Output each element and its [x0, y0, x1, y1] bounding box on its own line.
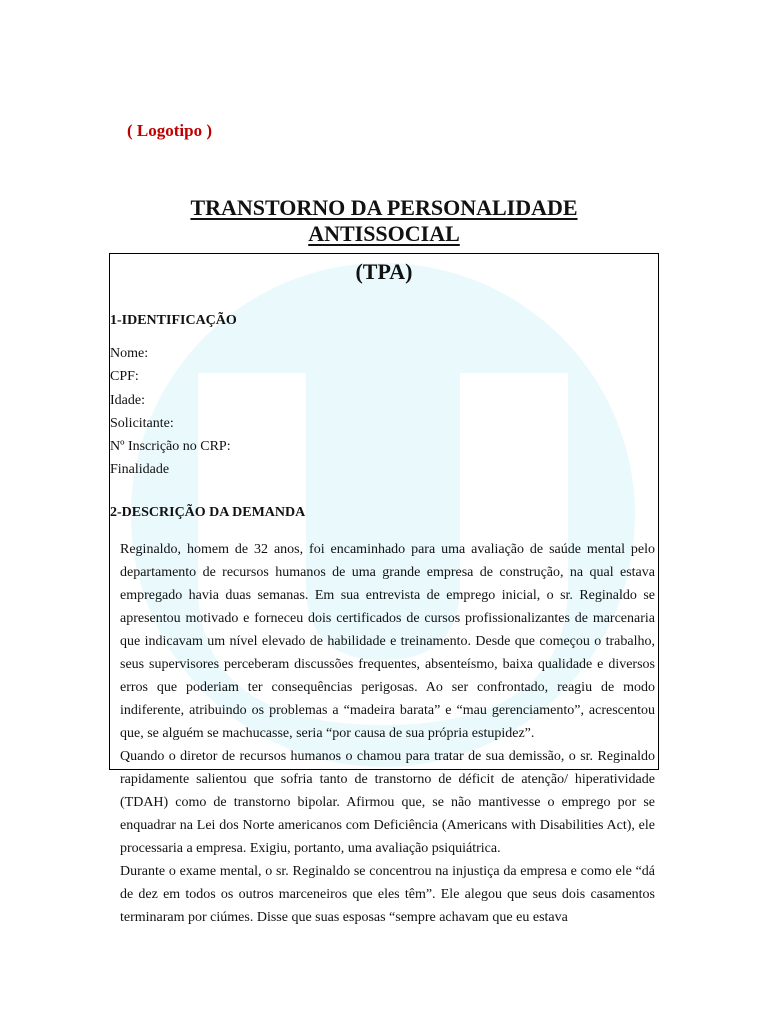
logo-placeholder: ( Logotipo ) — [127, 121, 212, 140]
paragraph: Reginaldo, homem de 32 anos, foi encaminhado para uma avaliação de saúde mental pelo departamento de recursos humanos de uma grande empresa de construção, na qual estava empregado havia duas semanas. Em sua entrevista de emprego inicial, o sr. Reginaldo se apresentou motivado e forneceu dois certificados de cursos profissionalizantes de marcenaria que indicavam um nível elevado de habilidade e treinamento. Desde que começou o trabalho, seus supervisores perceberam discussões frequentes, absenteísmo, baixa qualidade e diversos erros que poderiam ter consequências perigosas. Ao ser confrontado, reagiu de modo indiferente, atribuindo os problemas a “madeira barata” e “mau gerenciamento”, acrescentou que, se alguém se machucasse, seria “por causa de sua própria estupidez”. — [120, 542, 655, 741]
field-nome: Nome: — [110, 346, 149, 361]
field-inscricao-crp: Nº Inscrição no CRP: — [110, 439, 231, 455]
identification-fields — [110, 342, 231, 482]
paragraph: Durante o exame mental, o sr. Reginaldo se concentrou na injustiça da empresa e como ele “dá de dez em todos os outros marceneiros que eles têm”. Ele alegou que seus dois casamentos terminaram por ciúmes. Disse que suas esposas “sempre achavam que eu estava — [120, 864, 655, 925]
document-subtitle: (TPA) — [355, 259, 413, 284]
field-cpf: CPF: — [110, 369, 139, 385]
section-heading-identificacao: 1-IDENTIFICAÇÃO — [110, 313, 237, 328]
title-line-2: ANTISSOCIAL — [308, 221, 460, 246]
demand-description — [120, 538, 655, 929]
field-finalidade: Finalidade — [110, 462, 170, 478]
section-heading-descricao-demanda: 2-DESCRIÇÃO DA DEMANDA — [110, 505, 306, 520]
paragraph: Quando o diretor de recursos humanos o chamou para tratar de sua demissão, o sr. Reginaldo rapidamente salientou que sofria tanto de transtorno de déficit de atenção/ hiperatividade (TDAH) como de transtorno bipolar. Afirmou que, se não mantivesse o emprego por se enquadrar na Lei dos Norte americanos com Deficiência (Americans with Disabilities Act), ele processaria a empresa. Exigiu, portanto, uma avaliação psiquiátrica. — [120, 749, 655, 856]
title-line-1: TRANSTORNO DA PERSONALIDADE — [190, 195, 578, 220]
field-idade: Idade: — [110, 392, 145, 408]
field-solicitante: Solicitante: — [110, 415, 174, 431]
document-title — [0, 195, 768, 247]
